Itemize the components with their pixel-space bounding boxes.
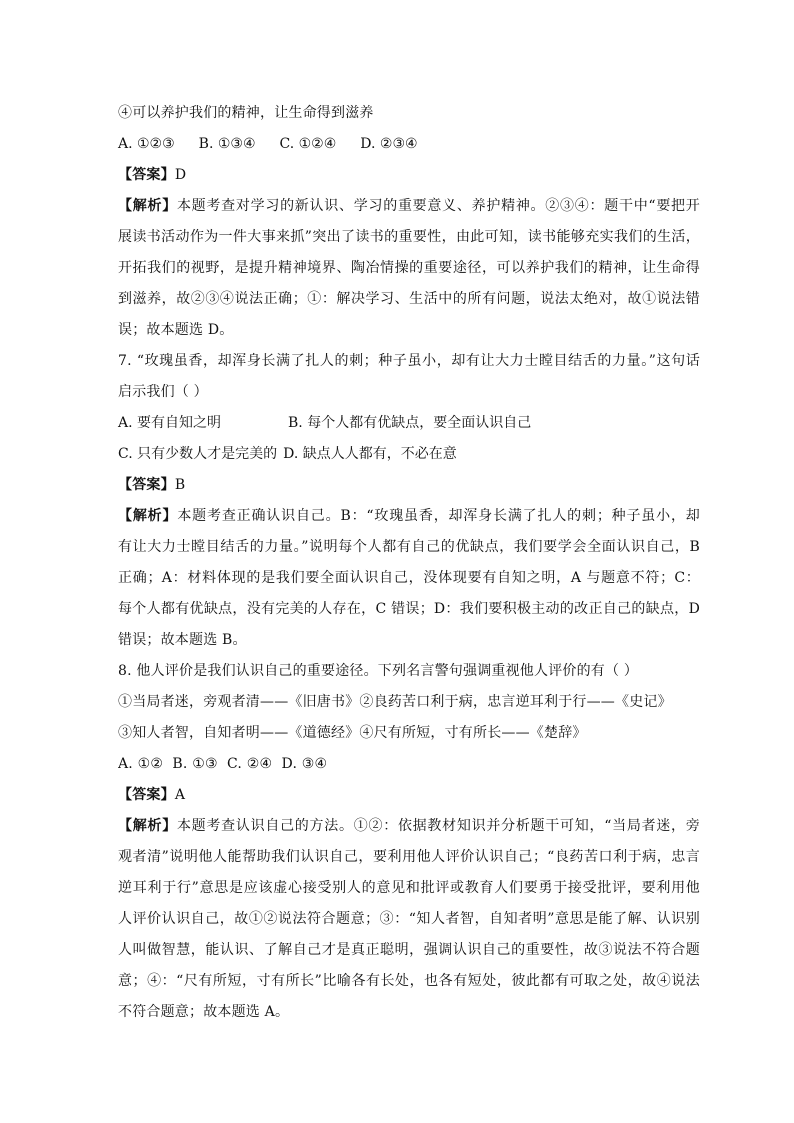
- q7-stem-line: 启示我们（ ）: [118, 384, 208, 400]
- analysis-text: 本题考查正确认识自己。B：“玫瑰虽香，却浑身长满了扎人的刺；种子虽小，却: [177, 508, 700, 524]
- q8-item-line: ①当局者迷，旁观者清——《旧唐书》②良药苦口利于病，忠言逆耳利于行——《史记》: [118, 694, 672, 710]
- q7-analysis-line: 每个人都有优缺点，没有完美的人存在，C 错误；D：我们要积极主动的改正自己的缺点，D: [118, 601, 700, 617]
- q6-analysis-line: 到滋养，故②③④说法正确；①：解决学习、生活中的所有问题，说法太绝对，故①说法错: [118, 291, 700, 307]
- q6-analysis-line: 开拓我们的视野，是提升精神境界、陶冶情操的重要途径，可以养护我们的精神，让生命得: [118, 260, 700, 276]
- q7-options-row: [118, 408, 700, 439]
- analysis-tag: 【解析】: [118, 508, 178, 524]
- q8-analysis-line: 观者清”说明他人能帮助我们认识自己，要利用他人评价认识自己；“良药苦口利于病，忠言: [118, 849, 700, 865]
- answer-tag: 【答案】: [118, 787, 175, 803]
- q6-option-item-4: ④可以养护我们的精神，让生命得到滋养: [118, 105, 374, 121]
- q7-analysis-line: 正确；A：材料体现的是我们要全面认识自己，没体现要有自知之明，A 与题意不符；C：: [118, 570, 700, 586]
- answer-value: A: [174, 787, 186, 803]
- q8-item-line: ③知人者智，自知者明——《道德经》④尺有所短，寸有所长——《楚辞》: [118, 725, 587, 741]
- q7-analysis-line: 错误；故本题选 B。: [118, 632, 247, 648]
- q6-analysis-line: 展读书活动作为一件大事来抓”突出了读书的重要性，由此可知，读书能够充实我们的生活，: [118, 229, 700, 245]
- q7-option-b: B. 每个人都有优缺点，要全面认识自己: [288, 415, 532, 431]
- analysis-text: 本题考查认识自己的方法。①②：依据教材知识并分析题干可知，“当局者迷，旁: [176, 818, 700, 834]
- q7-answer: [118, 470, 700, 501]
- q6-option-c: C. ①②④: [279, 136, 337, 152]
- q7-option-a: A. 要有自知之明: [118, 415, 222, 431]
- q7-options-row: [118, 439, 700, 470]
- q7-stem-line: 7. “玫瑰虽香，却浑身长满了扎人的刺；种子虽小，却有让大力士瞠目结舌的力量。”这句话: [118, 353, 700, 369]
- q6-answer: [118, 160, 700, 191]
- q7-analysis-line: [118, 501, 700, 532]
- q8-answer: [118, 780, 700, 811]
- q7-option-c: C. 只有少数人才是完美的: [118, 446, 278, 462]
- q8-analysis-line: 人评价认识自己，故①②说法符合题意；③：“知人者智，自知者明”意思是能了解、认识别: [118, 911, 700, 927]
- q6-analysis-line: 误；故本题选 D。: [118, 322, 234, 338]
- document-page: [118, 98, 700, 1028]
- q8-analysis-line: 意；④：“尺有所短，寸有所长”比喻各有长处，也各有短处，彼此都有可取之处，故④说法: [118, 973, 700, 989]
- q6-analysis-line: [118, 191, 700, 222]
- q6-option-a: A. ①②③: [118, 136, 175, 152]
- q8-analysis-line: [118, 811, 700, 842]
- q6-option-b: B. ①③④: [198, 136, 256, 152]
- q8-analysis-line: 不符合题意；故本题选 A。: [118, 1004, 290, 1020]
- q8-analysis-line: 逆耳利于行”意思是应该虚心接受别人的意见和批评或教育人们要勇于接受批评，要利用他: [118, 880, 700, 896]
- q8-stem-line: 8. 他人评价是我们认识自己的重要途径。下列名言警句强调重视他人评价的有（ ）: [118, 663, 639, 679]
- answer-value: D: [174, 167, 187, 183]
- analysis-text: 本题考查对学习的新认识、学习的重要意义、养护精神。②③④：题干中“要把开: [176, 198, 700, 214]
- q8-options: A. ①② B. ①③ C. ②④ D. ③④: [118, 756, 328, 772]
- q8-analysis-line: 人叫做智慧，能认识、了解自己才是真正聪明，强调认识自己的重要性，故③说法不符合题: [118, 942, 700, 958]
- answer-tag: 【答案】: [118, 477, 175, 493]
- q7-analysis-line: 有让大力士瞠目结舌的力量。”说明每个人都有自己的优缺点，我们要学会全面认识自己，B: [118, 539, 700, 555]
- answer-value: B: [174, 477, 186, 493]
- q7-option-d: D. 缺点人人都有，不必在意: [283, 446, 457, 462]
- answer-tag: 【答案】: [118, 167, 175, 183]
- analysis-tag: 【解析】: [118, 818, 177, 834]
- q6-options: [118, 129, 700, 160]
- q6-option-d: D. ②③④: [360, 136, 418, 152]
- analysis-tag: 【解析】: [118, 198, 177, 214]
